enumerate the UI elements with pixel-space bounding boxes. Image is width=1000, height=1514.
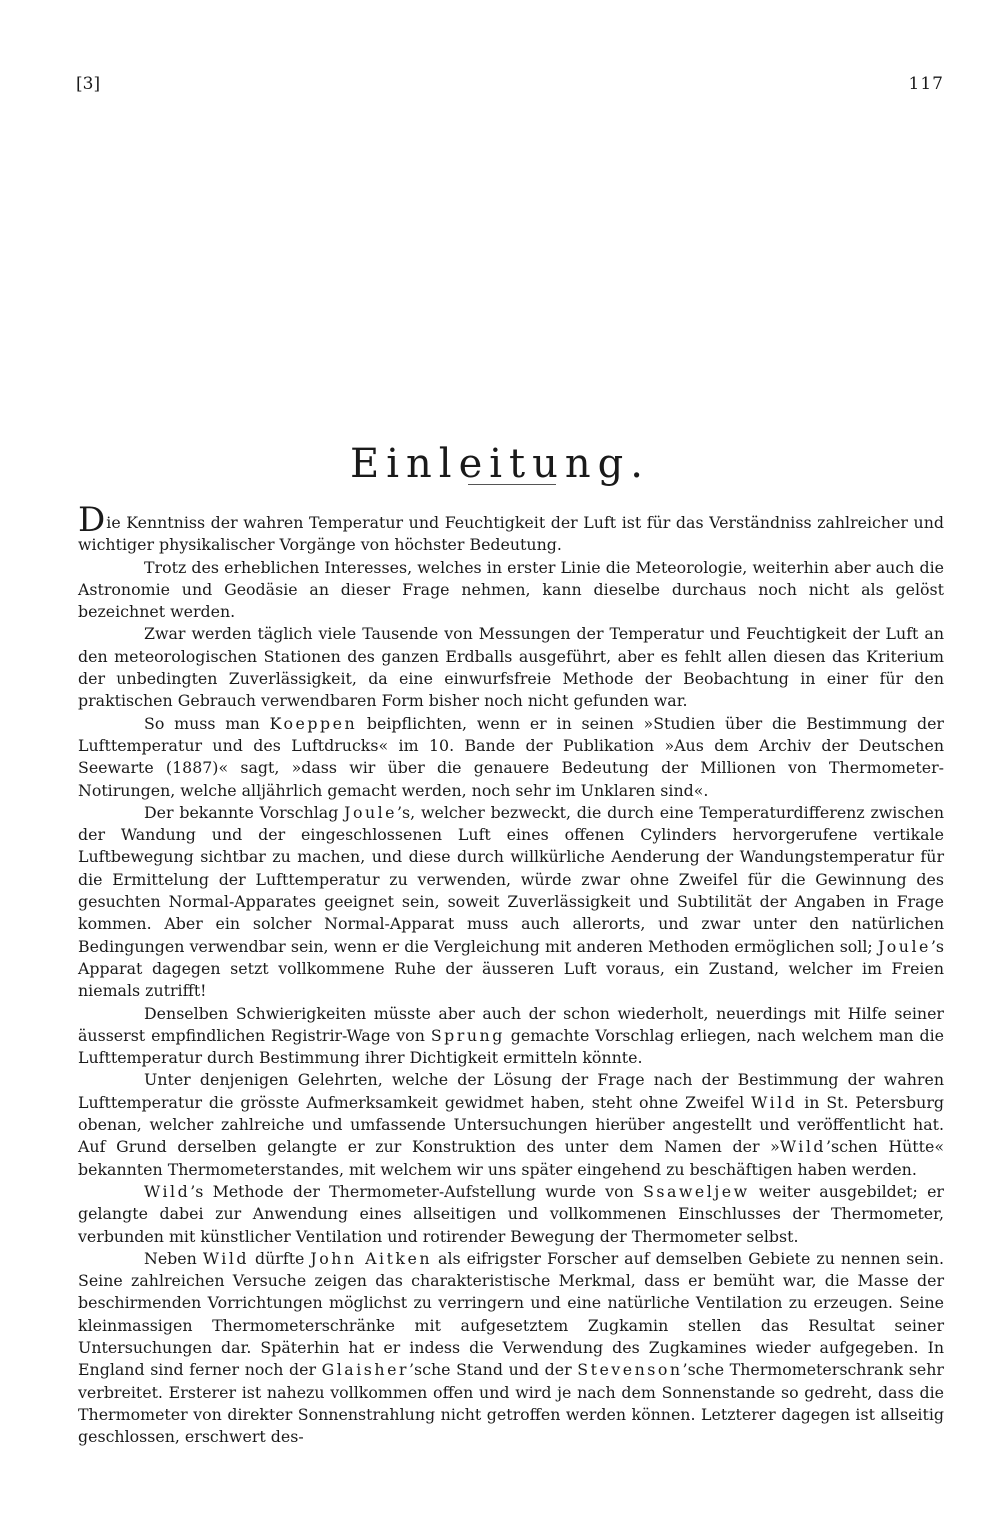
text-run: gemachte Vorschlag erliegen, nach welchem man die Lufttemperatur durch Bestimmung ihrer Dichtigkeit ermitteln könnte. [78, 1025, 944, 1068]
section-number: [3] [76, 74, 101, 94]
text-run: Trotz des erheblichen Interesses, welches in erster Linie die Meteorologie, weiterhin aber auch die Astronomie und Geodäsie an dieser Frage nehmen, kann dieselbe durchaus noch nicht als gelöst bezeichnet werden. [78, 557, 944, 622]
paragraph [78, 500, 944, 557]
emphasized-name: Koeppen [269, 713, 358, 733]
text-run: in St. Petersburg obenan, welcher zahlreiche und umfassende Untersuchungen hierüber angestellt und veröffentlicht hat. Auf Grund derselben gelangte er zur Konstruktion des unter dem Namen der » [78, 1092, 944, 1157]
emphasized-name: John Aitken [310, 1248, 433, 1268]
text-run: So muss man [144, 713, 270, 733]
emphasized-name: Stevenson [577, 1360, 683, 1380]
text-run: ie Kenntniss der wahren Temperatur und Feuchtigkeit der Luft ist für das Verständniss zahlreicher und wichtiger physikalischer Vorgänge von höchster Bedeutung. [78, 513, 944, 555]
chapter-title: Einleitung. [350, 440, 650, 487]
emphasized-name: Ssaweljew [643, 1181, 750, 1201]
paragraph [78, 557, 944, 624]
text-run: dürfte [249, 1248, 311, 1268]
page-number: 117 [908, 74, 944, 94]
text-run: Zwar werden täglich viele Tausende von Messungen der Temperatur und Feuchtigkeit der Luft an den meteorologischen Stationen des ganzen Erdballs ausgeführt, aber es fehlt allen diesen das Kriterium der unbedingten Zuverlässigkeit, da eine einwurfsfreie Methode der Beobachtung in einer für den praktischen Gebrauch verwendbaren Form bisher noch nicht gefunden war. [78, 624, 944, 711]
text-run: ’s Methode der Thermometer-Aufstellung wurde von [190, 1181, 644, 1201]
text-run: weiter ausgebildet; er gelangte dabei zur Anwendung eines allseitigen und vollkommenen Einschlusses der Thermometer, verbunden mit künstlicher Ventilation und rotirender Bewegung der Thermometer selbst. [78, 1181, 944, 1246]
text-run: als eifrigster Forscher auf demselben Gebiete zu nennen sein. Seine zahlreichen Versuche zeigen das charakteristische Merkmal, dass er bemüht war, die Masse der beschirmenden Vorrichtungen möglichst zu verringern und eine natürliche Ventilation zu erzeugen. Seine kleinmassigen Thermometerschränke mit aufgesetztem Zugkamin stellen das Resultat seiner Untersuchungen dar. Späterhin hat er indess die Verwendung des Zugkamines wieder aufgegeben. In England sind ferner noch der [78, 1248, 944, 1380]
text-run: ’sche Thermometerschrank sehr verbreitet. Ersterer ist nahezu vollkommen offen und wird je nach dem Sonnenstande so gedreht, dass die Thermometer von direkter Sonnenstrahlung nicht getroffen werden können. Letzterer dagegen ist allseitig geschlossen, erschwert des- [78, 1360, 944, 1447]
paragraph [78, 802, 944, 1003]
emphasized-name: Sprung [430, 1025, 505, 1045]
paragraph [78, 1003, 944, 1070]
text-run: ’s, welcher bezweckt, die durch eine Temperaturdifferenz zwischen der Wandung und der eingeschlossenen Luft eines offenen Cylinders hervorgerufene vertikale Luftbewegung sichtbar zu machen, und diese durch willkürliche Aenderung der Wandungstemperatur für die Ermittelung der Lufttemperatur zu verwenden, würde zwar ohne Zweifel für die Gewinnung des gesuchten Normal-Apparates geeignet sein, soweit Zuverlässigkeit und Subtilität der Angaben in Frage kommen. Aber ein solcher Normal-Apparat muss auch allerorts, und zwar unter den natürlichen Bedingungen verwendbar sein, wenn er die Vergleichung mit anderen Methoden ermöglichen soll; [78, 802, 944, 956]
text-run: ’s Apparat dagegen setzt vollkommene Ruhe der äusseren Luft voraus, ein Zustand, welcher im Freien niemals zutrifft! [78, 936, 944, 1001]
paragraph [78, 1069, 944, 1180]
text-run: Unter denjenigen Gelehrten, welche der Lösung der Frage nach der Bestimmung der wahren Lufttemperatur die grösste Aufmerksamkeit gewidmet haben, steht ohne Zweifel [78, 1070, 944, 1112]
paragraph [78, 1181, 944, 1248]
title-divider [468, 484, 556, 485]
text-run: beipflichten, wenn er in seinen »Studien über die Bestimmung der Lufttemperatur und des Luftdrucks« im 10. Bande der Publikation »Aus dem Archiv der Deutschen Seewarte (1887)« sagt, »dass wir über die genauere Bedeutung der Millionen von Thermometer-Notirungen, welche alljährlich gemacht werden, noch sehr im Unklaren sind«. [78, 713, 944, 800]
emphasized-name: Wild [779, 1137, 826, 1157]
emphasized-name: Wild [144, 1181, 191, 1201]
text-run: Denselben Schwierigkeiten müsste aber auch der schon wiederholt, neuerdings mit Hilfe seiner äusserst empfindlichen Registrir-Wage von [78, 1003, 944, 1045]
emphasized-name: Joule [877, 936, 931, 956]
emphasized-name: Wild [202, 1248, 250, 1268]
emphasized-name: Wild [751, 1092, 798, 1112]
text-run: ’sche Stand und der [408, 1360, 578, 1380]
text-run: Der bekannte Vorschlag [144, 802, 345, 822]
paragraph [78, 623, 944, 712]
emphasized-name: Joule [344, 802, 398, 822]
text-run: ’schen Hütte« bekannten Thermometerstandes, mit welchem wir uns später eingehend zu beschäftigen haben werden. [78, 1137, 944, 1179]
drop-cap: D [78, 500, 106, 540]
paragraph [78, 1248, 944, 1449]
emphasized-name: Glaisher [321, 1360, 409, 1380]
paragraph [78, 713, 944, 802]
body-text [78, 500, 944, 1448]
text-run: Neben [144, 1248, 203, 1268]
